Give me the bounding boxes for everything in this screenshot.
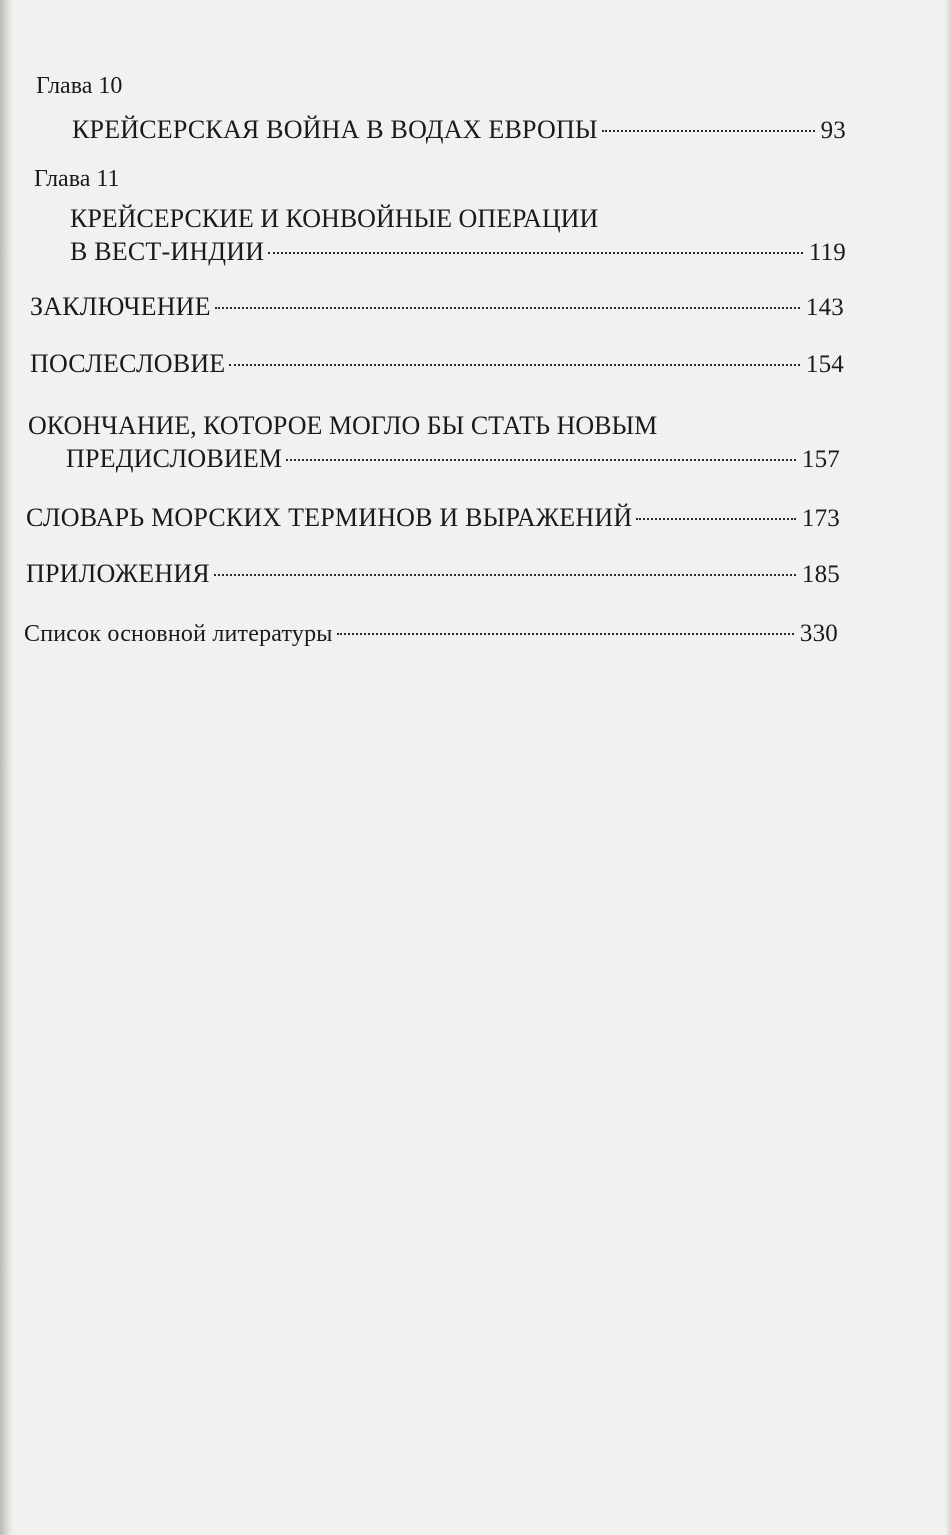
toc-entry-ending[interactable] xyxy=(66,443,840,476)
toc-entry-afterword[interactable] xyxy=(30,348,844,381)
dot-leader xyxy=(229,358,800,366)
toc-entry-glossary[interactable] xyxy=(26,502,840,535)
chapter-11-label: Глава 11 xyxy=(34,166,120,192)
page-binding-shadow xyxy=(0,0,14,1535)
dot-leader xyxy=(337,627,794,635)
toc-entry-page: 173 xyxy=(801,505,840,532)
toc-entry-page: 119 xyxy=(808,239,846,266)
dot-leader xyxy=(636,512,796,520)
chapter-10-label: Глава 10 xyxy=(36,73,123,99)
toc-entry-chapter-10[interactable] xyxy=(72,114,846,147)
toc-entry-page: 330 xyxy=(799,620,838,647)
toc-entry-title: Список основной литературы xyxy=(24,621,333,647)
dot-leader xyxy=(286,453,796,461)
toc-entry-page: 93 xyxy=(820,117,846,144)
dot-leader xyxy=(214,568,796,576)
toc-entry-page: 185 xyxy=(801,561,840,588)
toc-entry-conclusion[interactable] xyxy=(30,291,844,324)
toc-entry-title: КРЕЙСЕРСКАЯ ВОЙНА В ВОДАХ ЕВРОПЫ xyxy=(72,115,598,144)
toc-entry-title-line2: В ВЕСТ-ИНДИИ xyxy=(70,237,265,266)
toc-entry-page: 154 xyxy=(805,351,844,378)
dot-leader xyxy=(602,124,815,132)
toc-entry-chapter-11[interactable] xyxy=(70,236,846,269)
dot-leader xyxy=(268,246,803,254)
dot-leader xyxy=(215,301,800,309)
toc-entry-title: ПРИЛОЖЕНИЯ xyxy=(26,559,210,588)
toc-entry-page: 157 xyxy=(801,446,840,473)
toc-entry-page: 143 xyxy=(805,294,844,321)
toc-entry-title: СЛОВАРЬ МОРСКИХ ТЕРМИНОВ И ВЫРАЖЕНИЙ xyxy=(26,503,633,532)
toc-entry-bibliography[interactable] xyxy=(24,618,838,650)
toc-entry-appendices[interactable] xyxy=(26,558,840,591)
page-edge xyxy=(945,0,951,1535)
toc-entry-title: ЗАКЛЮЧЕНИЕ xyxy=(30,292,211,321)
toc-entry-title-line1: КРЕЙСЕРСКИЕ И КОНВОЙНЫЕ ОПЕРАЦИИ xyxy=(70,204,599,233)
toc-entry-title-line1: ОКОНЧАНИЕ, КОТОРОЕ МОГЛО БЫ СТАТЬ НОВЫМ xyxy=(28,411,658,440)
toc-entry-title: ПОСЛЕСЛОВИЕ xyxy=(30,349,226,378)
toc-entry-title-line2: ПРЕДИСЛОВИЕМ xyxy=(66,444,283,473)
